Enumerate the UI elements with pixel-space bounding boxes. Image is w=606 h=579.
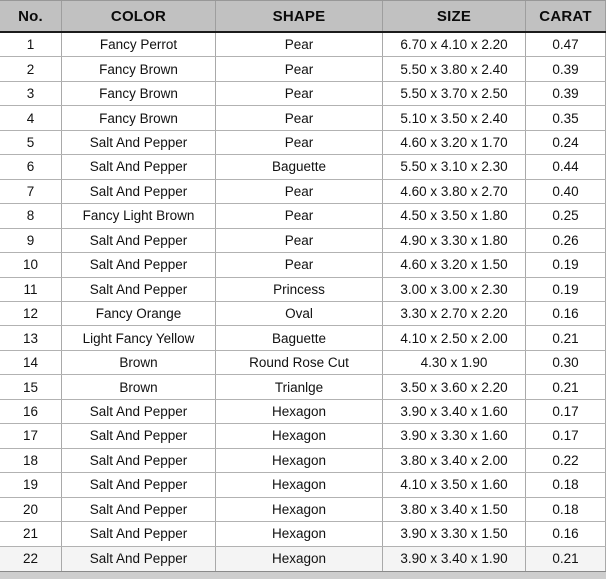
- cell-no: 6: [0, 155, 62, 178]
- table-row: [0, 351, 606, 375]
- cell-shape: Round Rose Cut: [216, 351, 383, 374]
- cell-carat: 0.44: [526, 155, 606, 178]
- cell-no: 21: [0, 522, 62, 545]
- cell-color: Salt And Pepper: [62, 449, 216, 472]
- cell-carat: 0.40: [526, 180, 606, 203]
- cell-color: Light Fancy Yellow: [62, 326, 216, 349]
- cell-size: 5.50 x 3.10 x 2.30: [383, 155, 526, 178]
- cell-color: Fancy Orange: [62, 302, 216, 325]
- cell-color: Salt And Pepper: [62, 278, 216, 301]
- table-row: [0, 278, 606, 302]
- cell-color: Brown: [62, 375, 216, 398]
- cell-size: 3.90 x 3.30 x 1.60: [383, 424, 526, 447]
- table-row: [0, 229, 606, 253]
- cell-carat: 0.39: [526, 82, 606, 105]
- table-row: [0, 424, 606, 448]
- cell-color: Salt And Pepper: [62, 400, 216, 423]
- cell-no: 2: [0, 57, 62, 80]
- cell-carat: 0.35: [526, 106, 606, 129]
- table-row: [0, 473, 606, 497]
- cell-color: Fancy Brown: [62, 106, 216, 129]
- cell-shape: Pear: [216, 180, 383, 203]
- cell-no: 10: [0, 253, 62, 276]
- table-row: [0, 375, 606, 399]
- cell-no: 11: [0, 278, 62, 301]
- cell-size: 3.80 x 3.40 x 1.50: [383, 498, 526, 521]
- column-header-carat: CARAT: [526, 1, 606, 31]
- cell-color: Salt And Pepper: [62, 498, 216, 521]
- cell-size: 5.50 x 3.80 x 2.40: [383, 57, 526, 80]
- cell-no: 3: [0, 82, 62, 105]
- cell-size: 3.90 x 3.40 x 1.90: [383, 547, 526, 571]
- cell-size: 4.60 x 3.80 x 2.70: [383, 180, 526, 203]
- cell-shape: Hexagon: [216, 449, 383, 472]
- cell-shape: Trianlge: [216, 375, 383, 398]
- table-row: [0, 82, 606, 106]
- cell-carat: 0.18: [526, 498, 606, 521]
- cell-carat: 0.19: [526, 278, 606, 301]
- table-row: [0, 498, 606, 522]
- cell-size: 4.60 x 3.20 x 1.70: [383, 131, 526, 154]
- cell-shape: Princess: [216, 278, 383, 301]
- cell-size: 4.10 x 3.50 x 1.60: [383, 473, 526, 496]
- cell-shape: Hexagon: [216, 424, 383, 447]
- table-row: [0, 302, 606, 326]
- cell-carat: 0.17: [526, 400, 606, 423]
- cell-shape: Pear: [216, 253, 383, 276]
- cell-color: Salt And Pepper: [62, 229, 216, 252]
- cell-no: 9: [0, 229, 62, 252]
- table-row: [0, 204, 606, 228]
- cell-no: 12: [0, 302, 62, 325]
- cell-carat: 0.47: [526, 33, 606, 56]
- cell-carat: 0.21: [526, 375, 606, 398]
- cell-shape: Pear: [216, 106, 383, 129]
- table-header-row: [0, 0, 606, 33]
- cell-size: 4.10 x 2.50 x 2.00: [383, 326, 526, 349]
- column-header-size: SIZE: [383, 1, 526, 31]
- cell-no: 5: [0, 131, 62, 154]
- cell-size: 5.50 x 3.70 x 2.50: [383, 82, 526, 105]
- table-row: [0, 522, 606, 546]
- cell-color: Salt And Pepper: [62, 253, 216, 276]
- table-row: [0, 131, 606, 155]
- column-header-shape: SHAPE: [216, 1, 383, 31]
- cell-no: 13: [0, 326, 62, 349]
- cell-size: 4.30 x 1.90: [383, 351, 526, 374]
- table-row: [0, 57, 606, 81]
- cell-carat: 0.26: [526, 229, 606, 252]
- cell-size: 3.90 x 3.40 x 1.60: [383, 400, 526, 423]
- cell-shape: Hexagon: [216, 547, 383, 571]
- cell-no: 19: [0, 473, 62, 496]
- cell-carat: 0.21: [526, 547, 606, 571]
- table-body: [0, 33, 606, 571]
- cell-shape: Hexagon: [216, 400, 383, 423]
- cell-color: Fancy Brown: [62, 57, 216, 80]
- cell-no: 17: [0, 424, 62, 447]
- cell-no: 16: [0, 400, 62, 423]
- cell-color: Salt And Pepper: [62, 473, 216, 496]
- cell-size: 5.10 x 3.50 x 2.40: [383, 106, 526, 129]
- cell-carat: 0.18: [526, 473, 606, 496]
- cell-color: Fancy Light Brown: [62, 204, 216, 227]
- cell-carat: 0.17: [526, 424, 606, 447]
- cell-size: 4.60 x 3.20 x 1.50: [383, 253, 526, 276]
- cell-color: Salt And Pepper: [62, 180, 216, 203]
- cell-carat: 0.16: [526, 522, 606, 545]
- cell-color: Fancy Brown: [62, 82, 216, 105]
- cell-no: 7: [0, 180, 62, 203]
- cell-carat: 0.24: [526, 131, 606, 154]
- cell-size: 4.50 x 3.50 x 1.80: [383, 204, 526, 227]
- cell-shape: Pear: [216, 229, 383, 252]
- cell-shape: Hexagon: [216, 498, 383, 521]
- cell-color: Salt And Pepper: [62, 522, 216, 545]
- cell-size: 4.90 x 3.30 x 1.80: [383, 229, 526, 252]
- cell-no: 4: [0, 106, 62, 129]
- cell-color: Salt And Pepper: [62, 131, 216, 154]
- cell-color: Brown: [62, 351, 216, 374]
- cell-size: 6.70 x 4.10 x 2.20: [383, 33, 526, 56]
- cell-carat: 0.16: [526, 302, 606, 325]
- cell-shape: Pear: [216, 82, 383, 105]
- cell-color: Salt And Pepper: [62, 155, 216, 178]
- cell-no: 14: [0, 351, 62, 374]
- cell-no: 8: [0, 204, 62, 227]
- table-row: [0, 180, 606, 204]
- cell-shape: Baguette: [216, 155, 383, 178]
- cell-shape: Pear: [216, 204, 383, 227]
- table-row: [0, 547, 606, 571]
- cell-color: Salt And Pepper: [62, 547, 216, 571]
- cell-carat: 0.25: [526, 204, 606, 227]
- cell-shape: Baguette: [216, 326, 383, 349]
- cell-no: 1: [0, 33, 62, 56]
- cell-shape: Oval: [216, 302, 383, 325]
- cell-shape: Hexagon: [216, 473, 383, 496]
- cell-carat: 0.19: [526, 253, 606, 276]
- cell-size: 3.30 x 2.70 x 2.20: [383, 302, 526, 325]
- cell-shape: Pear: [216, 131, 383, 154]
- cell-carat: 0.30: [526, 351, 606, 374]
- table-row: [0, 449, 606, 473]
- column-header-color: COLOR: [62, 1, 216, 31]
- table-row: [0, 400, 606, 424]
- cell-no: 22: [0, 547, 62, 571]
- cell-carat: 0.22: [526, 449, 606, 472]
- cell-size: 3.80 x 3.40 x 2.00: [383, 449, 526, 472]
- cell-shape: Hexagon: [216, 522, 383, 545]
- cell-carat: 0.39: [526, 57, 606, 80]
- table-row: [0, 33, 606, 57]
- cell-shape: Pear: [216, 33, 383, 56]
- cell-size: 3.50 x 3.60 x 2.20: [383, 375, 526, 398]
- cell-shape: Pear: [216, 57, 383, 80]
- cell-no: 18: [0, 449, 62, 472]
- cell-color: Fancy Perrot: [62, 33, 216, 56]
- cell-size: 3.00 x 3.00 x 2.30: [383, 278, 526, 301]
- cell-no: 15: [0, 375, 62, 398]
- cell-no: 20: [0, 498, 62, 521]
- column-header-no: No.: [0, 1, 62, 31]
- cell-size: 3.90 x 3.30 x 1.50: [383, 522, 526, 545]
- table-row: [0, 155, 606, 179]
- table-row: [0, 253, 606, 277]
- table-row: [0, 326, 606, 350]
- cell-color: Salt And Pepper: [62, 424, 216, 447]
- cell-carat: 0.21: [526, 326, 606, 349]
- table-row: [0, 106, 606, 130]
